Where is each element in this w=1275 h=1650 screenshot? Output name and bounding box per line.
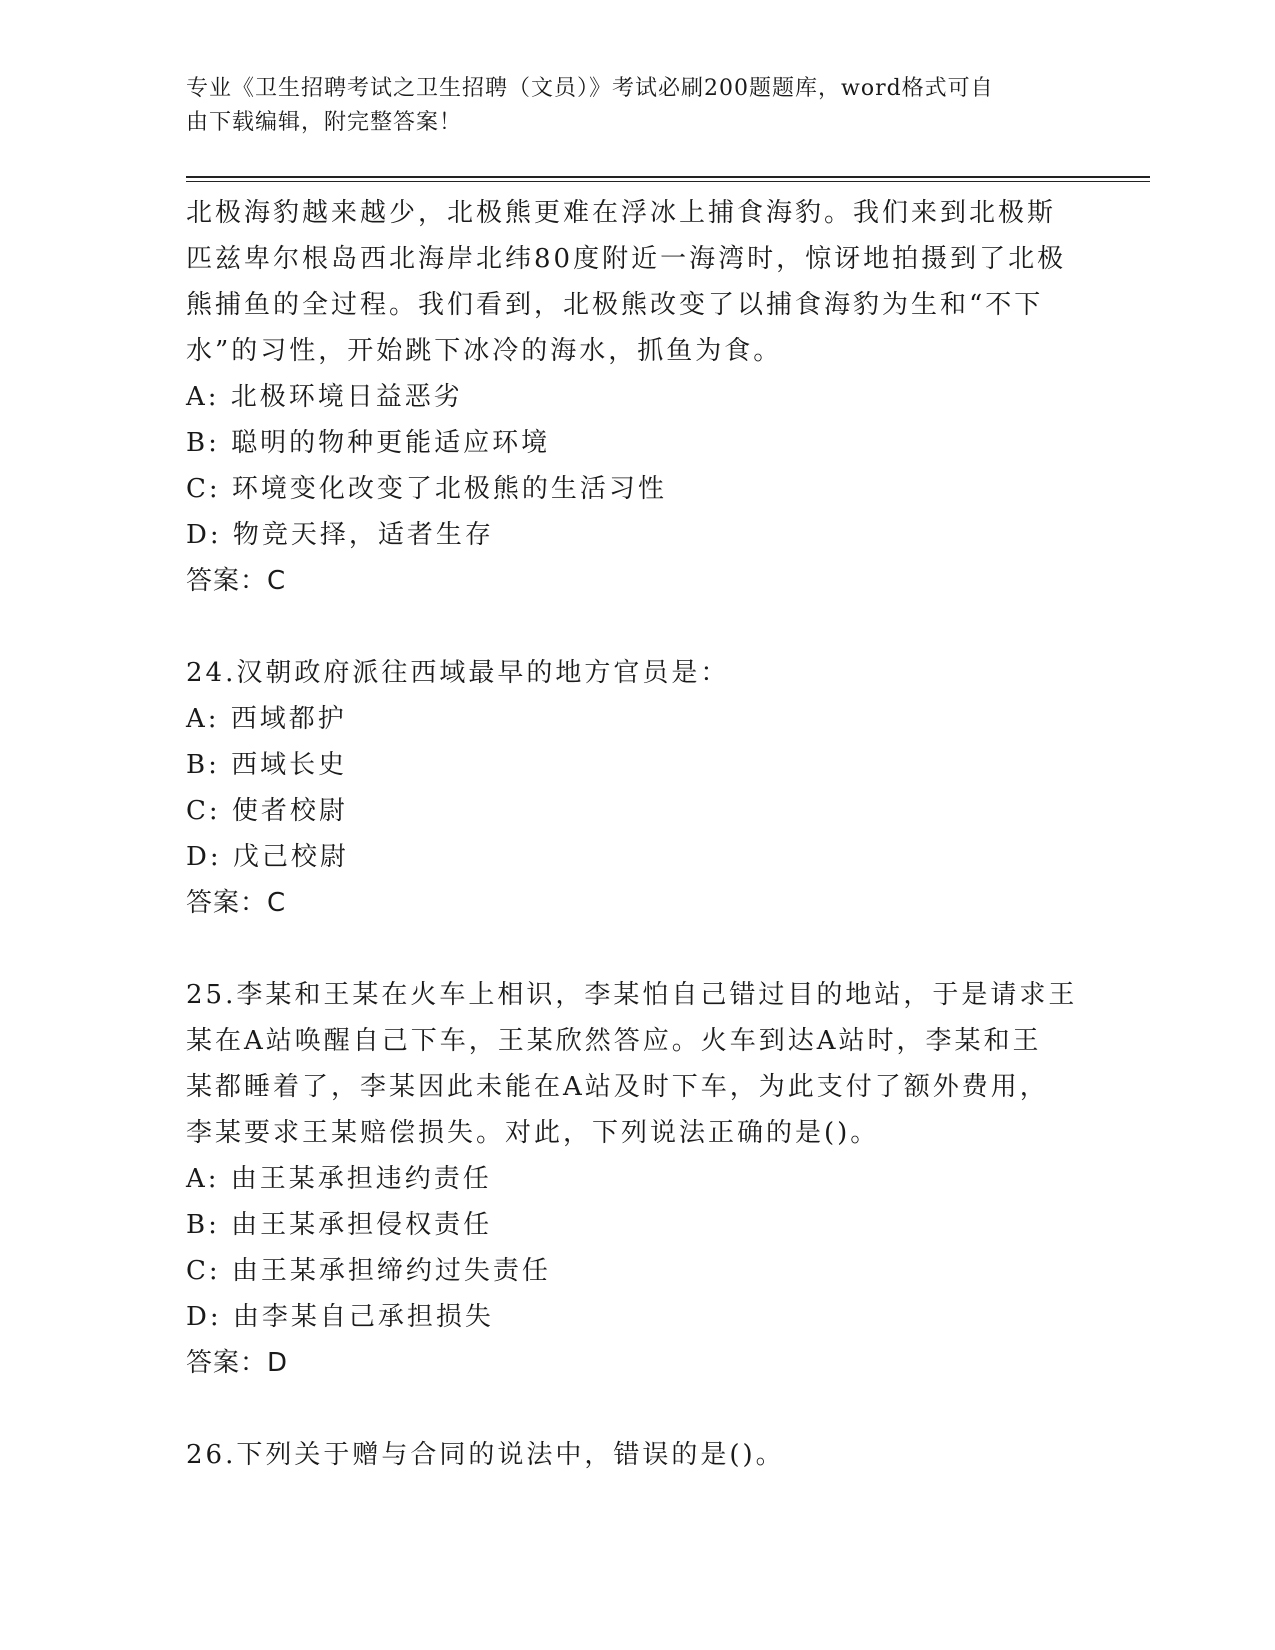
question-spacer xyxy=(186,604,1086,650)
question-26 xyxy=(186,1432,1086,1478)
header-divider-thin xyxy=(186,181,1150,182)
option-c: C: 使者校尉 xyxy=(186,796,348,826)
question-stem-line: 水”的习性，开始跳下冰冷的海水，抓鱼为食。 xyxy=(186,336,783,366)
question-stem-line: 匹兹卑尔根岛西北海岸北纬80度附近一海湾时，惊讶地拍摄到了北极 xyxy=(186,244,1067,274)
header-line-1: 专业《卫生招聘考试之卫生招聘（文员）》考试必刷200题题库，word格式可自 xyxy=(186,76,994,101)
option-d: D: 物竞天择，适者生存 xyxy=(186,520,494,550)
question-stem-line: 李某要求王某赔偿损失。对此，下列说法正确的是()。 xyxy=(186,1118,880,1148)
question-list xyxy=(186,190,1086,1478)
question-23 xyxy=(186,190,1086,604)
question-25 xyxy=(186,972,1086,1386)
option-a: A: 西域都护 xyxy=(186,704,347,734)
option-c: C: 由王某承担缔约过失责任 xyxy=(186,1256,551,1286)
option-a: A: 北极环境日益恶劣 xyxy=(186,382,463,412)
header-divider-thick xyxy=(186,176,1150,178)
option-b: B: 聪明的物种更能适应环境 xyxy=(186,428,551,458)
question-spacer xyxy=(186,926,1086,972)
question-spacer xyxy=(186,1386,1086,1432)
answer-line: 答案：C xyxy=(186,888,287,918)
option-b: B: 由王某承担侵权责任 xyxy=(186,1210,493,1240)
answer-line: 答案：D xyxy=(186,1348,289,1378)
option-a: A: 由王某承担违约责任 xyxy=(186,1164,492,1194)
question-stem-line: 某都睡着了，李某因此未能在A站及时下车，为此支付了额外费用， xyxy=(186,1072,1049,1102)
option-d: D: 戊己校尉 xyxy=(186,842,349,872)
question-stem-line: 北极海豹越来越少，北极熊更难在浮冰上捕食海豹。我们来到北极斯 xyxy=(186,198,1057,228)
question-stem-line: 某在A站唤醒自己下车，王某欣然答应。火车到达A站时，李某和王 xyxy=(186,1026,1042,1056)
question-stem-line: 25.李某和王某在火车上相识，李某怕自己错过目的地站，于是请求王 xyxy=(186,980,1078,1010)
question-stem-line: 26.下列关于赠与合同的说法中，错误的是()。 xyxy=(186,1440,785,1470)
option-b: B: 西域长史 xyxy=(186,750,348,780)
question-stem-line: 24.汉朝政府派往西域最早的地方官员是： xyxy=(186,658,730,688)
question-24 xyxy=(186,650,1086,926)
option-d: D: 由李某自己承担损失 xyxy=(186,1302,494,1332)
answer-line: 答案：C xyxy=(186,566,287,596)
header-line-2: 由下载编辑，附完整答案！ xyxy=(186,110,463,135)
question-stem-line: 熊捕鱼的全过程。我们看到，北极熊改变了以捕食海豹为生和“不下 xyxy=(186,290,1044,320)
document-header xyxy=(186,72,1086,140)
option-c: C: 环境变化改变了北极熊的生活习性 xyxy=(186,474,667,504)
